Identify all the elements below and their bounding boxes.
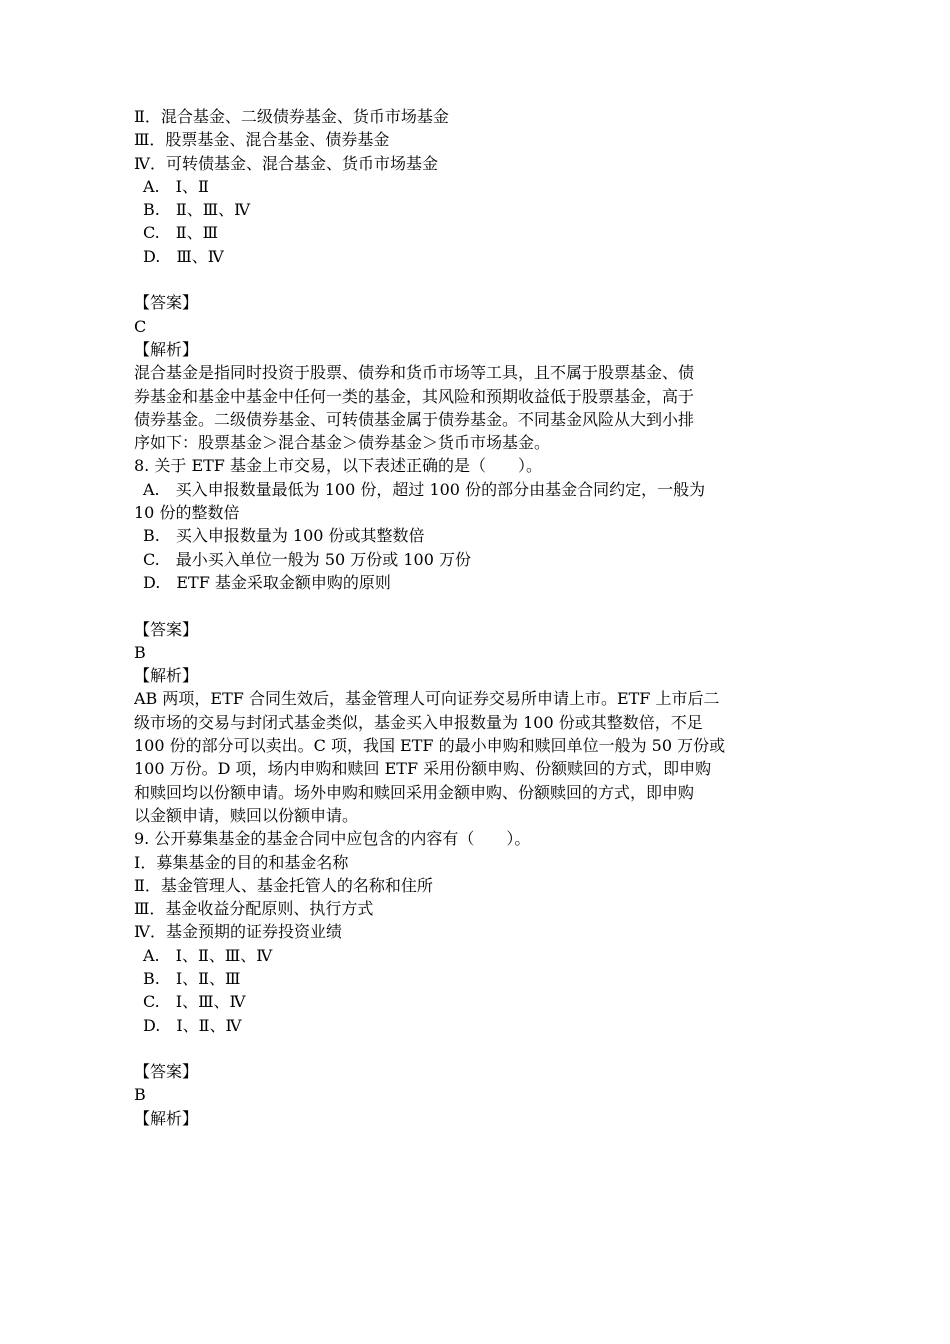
q8-analysis-line: 和赎回均以份额申请。场外申购和赎回采用金额申购、份额赎回的方式，即申购 — [134, 782, 695, 802]
q9-answer: B — [134, 1085, 146, 1105]
q8-answer-label: 【答案】 — [134, 619, 199, 639]
q7-analysis-line: 券基金和基金中基金中任何一类的基金，其风险和预期收益低于股票基金，高于 — [134, 386, 695, 406]
q8-option-c: C. 最小买入单位一般为 50 万份或 100 万份 — [143, 549, 472, 569]
q7-analysis-line: 债券基金。二级债券基金、可转债基金属于债券基金。不同基金风险从大到小排 — [134, 409, 695, 429]
q8-analysis-line: AB 两项，ETF 合同生效后，基金管理人可向证券交易所申请上市。ETF 上市后二 — [134, 689, 720, 709]
q9-item: Ⅲ．基金收益分配原则、执行方式 — [134, 899, 374, 919]
q9-option-d: D. Ⅰ、Ⅱ、Ⅳ — [143, 1015, 242, 1035]
spacer — [134, 268, 754, 291]
q9-answer-label: 【答案】 — [134, 1062, 199, 1082]
q7-analysis-line: 混合基金是指同时投资于股票、债券和货币市场等工具，且不属于股票基金、债 — [134, 363, 695, 383]
q8-option-a-cont: 10 份的整数倍 — [134, 503, 240, 523]
q7-option-c: C. Ⅱ、Ⅲ — [143, 223, 219, 243]
q9-item: Ⅰ．募集基金的目的和基金名称 — [134, 852, 349, 872]
q7-option-b: B. Ⅱ、Ⅲ、Ⅳ — [143, 200, 251, 220]
q7-item: Ⅲ．股票基金、混合基金、债券基金 — [134, 130, 390, 150]
document-content — [134, 105, 754, 1130]
q9-stem: 9. 公开募集基金的基金合同中应包含的内容有（ ）。 — [134, 829, 531, 849]
q8-analysis-line: 以金额申请，赎回以份额申请。 — [134, 805, 359, 825]
q7-option-a: A. Ⅰ、Ⅱ — [143, 176, 209, 196]
q7-answer-label: 【答案】 — [134, 293, 199, 313]
q8-option-d: D. ETF 基金采取金额申购的原则 — [143, 572, 391, 592]
q8-answer: B — [134, 642, 146, 662]
q8-analysis-line: 级市场的交易与封闭式基金类似，基金买入申报数量为 100 份或其整数倍，不足 — [134, 712, 703, 732]
q9-item: Ⅳ．基金预期的证券投资业绩 — [134, 922, 342, 942]
q8-analysis-line: 100 万份。D 项，场内申购和赎回 ETF 采用份额申购、份额赎回的方式，即申购 — [134, 759, 712, 779]
q9-item: Ⅱ．基金管理人、基金托管人的名称和住所 — [134, 875, 433, 895]
q9-option-b: B. Ⅰ、Ⅱ、Ⅲ — [143, 968, 241, 988]
spacer — [134, 594, 754, 617]
q8-option-a: A. 买入申报数量最低为 100 份，超过 100 份的部分由基金合同约定，一般为 — [143, 479, 706, 499]
q7-analysis-label: 【解析】 — [134, 339, 199, 359]
q8-option-b: B. 买入申报数量为 100 份或其整数倍 — [143, 526, 425, 546]
q7-item: Ⅳ．可转债基金、混合基金、货币市场基金 — [134, 153, 438, 173]
q9-option-a: A. Ⅰ、Ⅱ、Ⅲ、Ⅳ — [143, 945, 273, 965]
spacer — [134, 1037, 754, 1060]
q9-analysis-label: 【解析】 — [134, 1108, 199, 1128]
q9-option-c: C. Ⅰ、Ⅲ、Ⅳ — [143, 992, 246, 1012]
q8-analysis-label: 【解析】 — [134, 666, 199, 686]
q7-answer: C — [134, 316, 147, 336]
q8-analysis-line: 100 份的部分可以卖出。C 项，我国 ETF 的最小申购和赎回单位一般为 50 万份或 — [134, 736, 726, 756]
q7-option-d: D. Ⅲ、Ⅳ — [143, 246, 224, 266]
q7-item: Ⅱ．混合基金、二级债券基金、货币市场基金 — [134, 107, 449, 126]
q7-analysis-line: 序如下：股票基金＞混合基金＞债券基金＞货币市场基金。 — [134, 433, 551, 453]
q8-stem: 8. 关于 ETF 基金上市交易，以下表述正确的是（ ）。 — [134, 456, 542, 476]
